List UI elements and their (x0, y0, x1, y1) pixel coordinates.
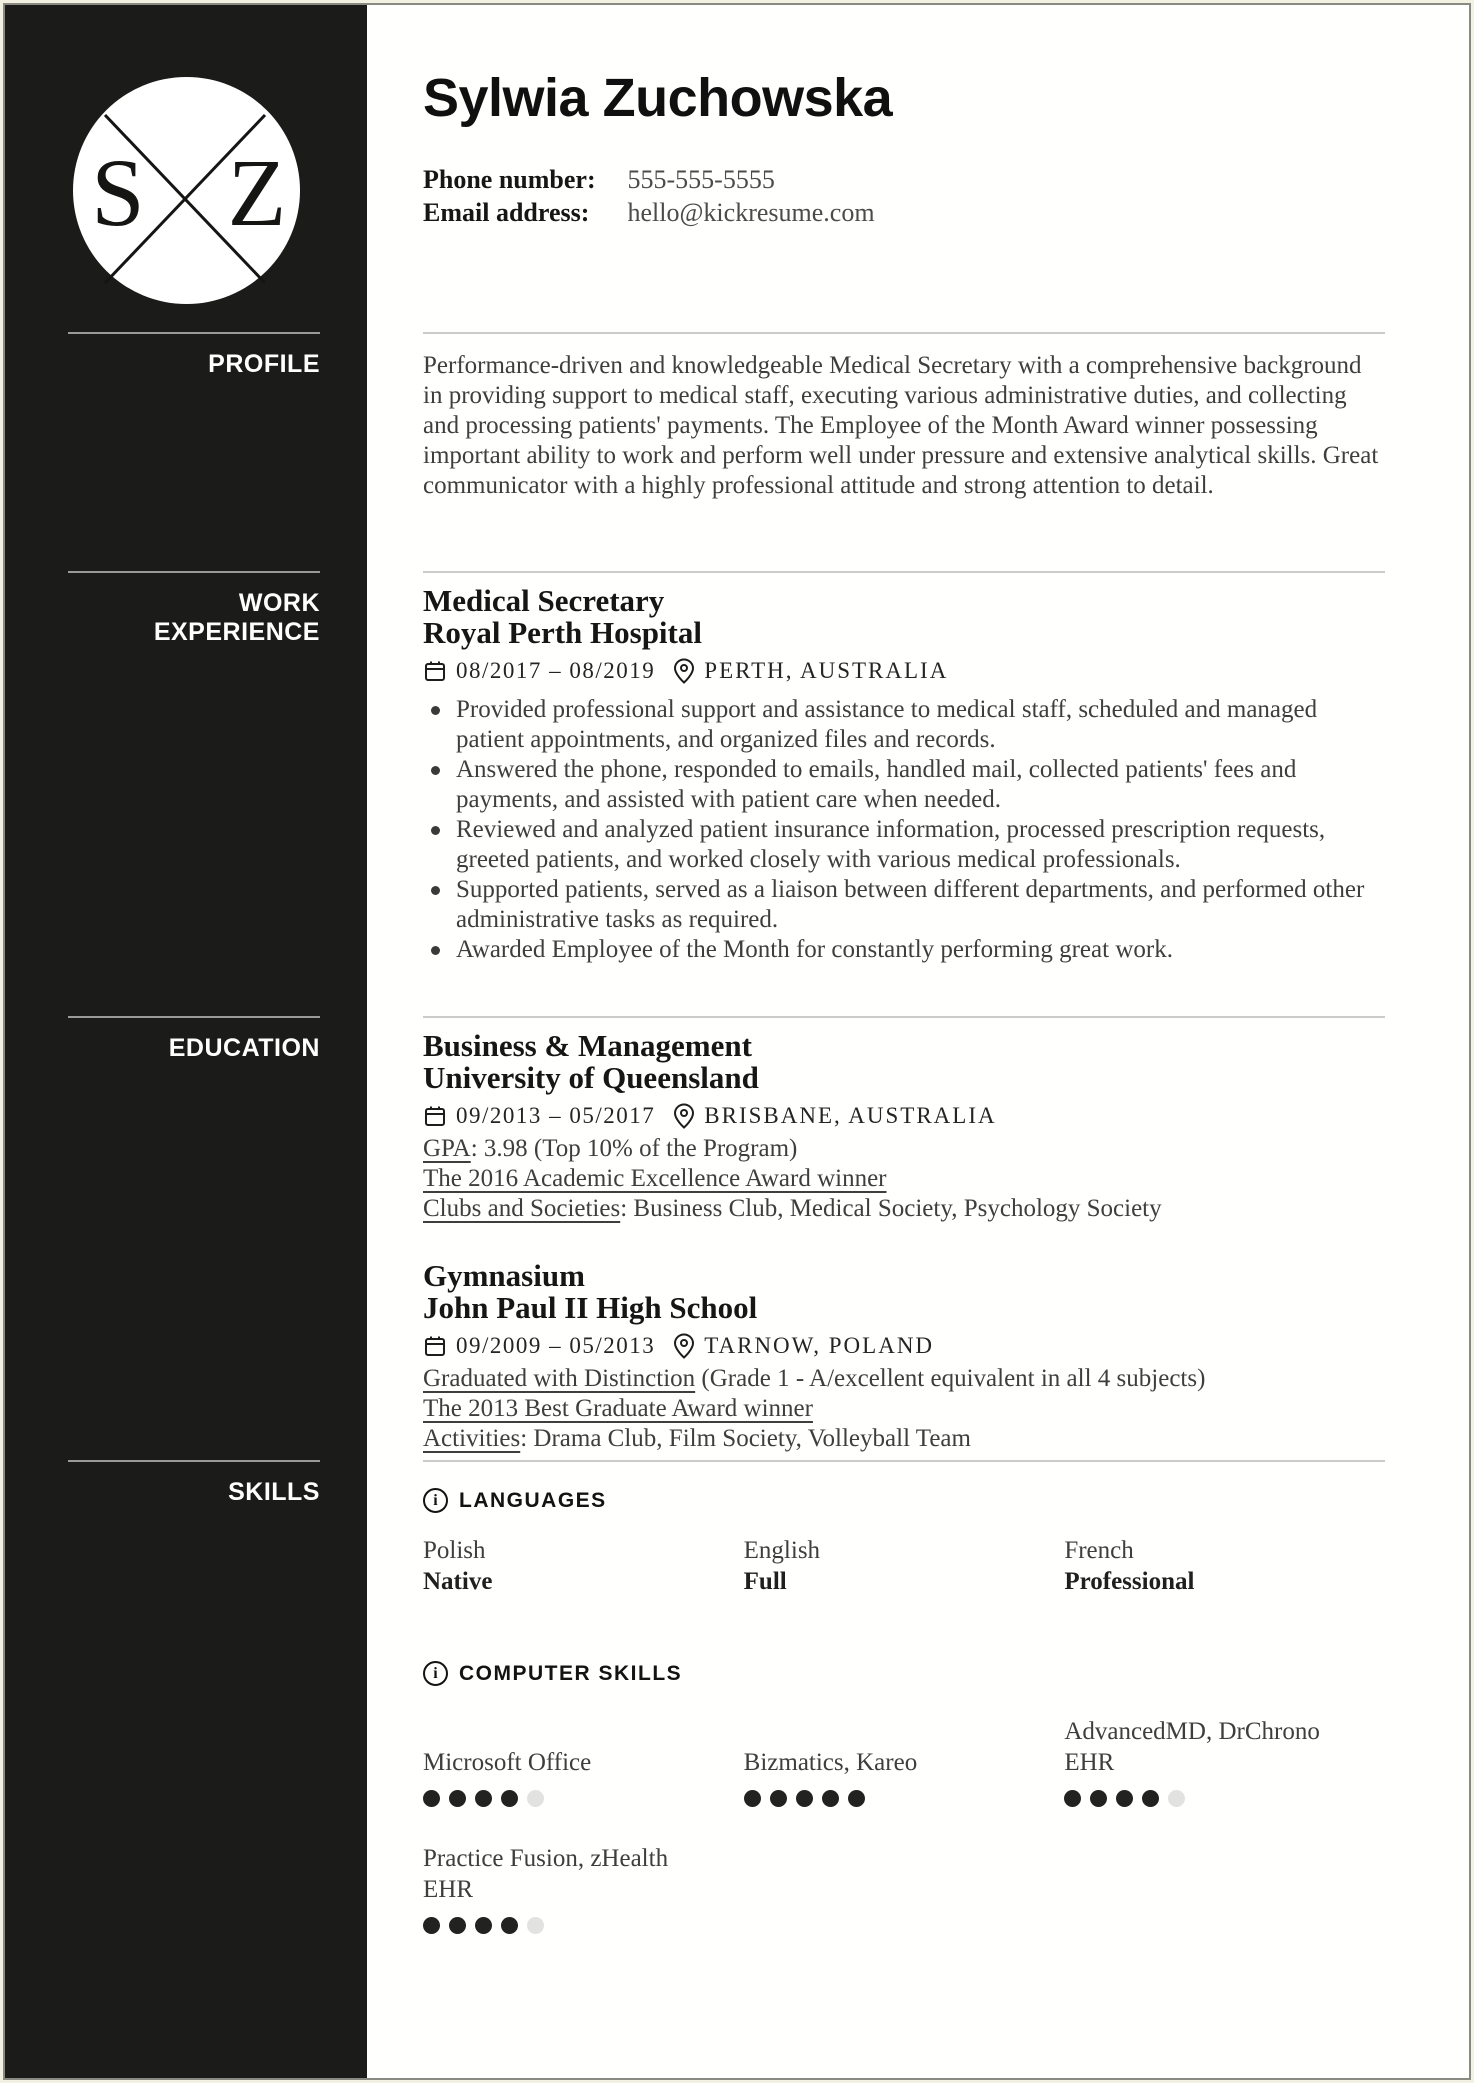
job-title: Medical Secretary (423, 583, 665, 618)
sidebar-section-label: WORK EXPERIENCE (153, 589, 320, 646)
rating-dot (449, 1917, 466, 1934)
skill-name: Practice Fusion, zHealth EHR (423, 1845, 669, 1903)
rating-dot (475, 1790, 492, 1807)
sidebar-divider (68, 332, 320, 334)
rating-dot (848, 1790, 865, 1807)
job-bullet: Awarded Employee of the Month for constantly performing great work. (423, 935, 1385, 965)
skill-name: Bizmatics, Kareo (743, 1749, 918, 1776)
computer-skill-item (1064, 1716, 1385, 1807)
sidebar-item-work-experience (5, 571, 367, 1016)
school-name: John Paul II High School (423, 1290, 758, 1325)
underlined-text: Graduated with Distinction (423, 1365, 696, 1392)
language-level: Full (743, 1568, 787, 1595)
education-location: TARNOW, POLAND (704, 1333, 935, 1358)
rating-dot (475, 1917, 492, 1934)
rating-dot (527, 1917, 544, 1934)
phone-value: 555-555-5555 (627, 165, 775, 194)
job-bullet: Supported patients, served as a liaison between different departments, and performed other administrative tasks as required. (423, 875, 1385, 935)
contact-block (423, 163, 1385, 229)
rating-dot (1116, 1790, 1133, 1807)
sidebar-divider (68, 571, 320, 573)
underlined-text: Activities (423, 1425, 521, 1452)
header-area (367, 5, 1469, 332)
job-bullet: Answered the phone, responded to emails, handled mail, collected patients' fees and payments, and assisted with patient care when needed. (423, 755, 1385, 815)
education-details (423, 1134, 1385, 1224)
logo-left-initial: S (90, 139, 145, 246)
language-item (744, 1535, 1065, 1597)
detail-text: : 3.98 (Top 10% of the Program) (470, 1135, 798, 1162)
skills-section (367, 1460, 1469, 2078)
resume-sheet (3, 3, 1471, 2080)
job-dates: 08/2017 – 08/2019 (456, 658, 656, 683)
job-bullet-list (423, 695, 1385, 965)
rating-dot (796, 1790, 813, 1807)
education-detail-line (423, 1424, 1385, 1454)
languages-grid (423, 1535, 1385, 1597)
rating-dot (744, 1790, 761, 1807)
rating-dot (423, 1917, 440, 1934)
language-name: Polish (423, 1537, 486, 1564)
skill-rating (1064, 1790, 1385, 1807)
sidebar-divider (68, 1460, 320, 1462)
section-divider (423, 1460, 1385, 1462)
rating-dot (449, 1790, 466, 1807)
person-name: Sylwia Zuchowska (423, 68, 893, 128)
job-location: PERTH, AUSTRALIA (704, 658, 949, 683)
language-level: Native (423, 1568, 493, 1595)
location-pin-icon (673, 1333, 695, 1359)
profile-section (367, 332, 1469, 571)
education-detail-line (423, 1394, 1385, 1424)
education-dates: 09/2009 – 05/2013 (456, 1333, 656, 1358)
skill-name: Microsoft Office (423, 1749, 592, 1776)
rating-dot (1064, 1790, 1081, 1807)
employer-name: Royal Perth Hospital (423, 615, 702, 650)
computer-skills-title: COMPUTER SKILLS (459, 1661, 683, 1685)
computer-skills-header (423, 1661, 1385, 1686)
skill-rating (744, 1790, 1065, 1807)
section-divider (423, 332, 1385, 334)
computer-skill-item (423, 1843, 744, 1934)
location-pin-icon (673, 1103, 695, 1129)
monogram-logo-icon (73, 77, 300, 304)
sidebar-item-skills (5, 1460, 367, 2078)
sidebar-section-label: SKILLS (228, 1478, 320, 1506)
job-bullet: Provided professional support and assistance to medical staff, scheduled and managed patient appointments, and organized files and records. (423, 695, 1385, 755)
rating-dot (1168, 1790, 1185, 1807)
profile-summary: Performance-driven and knowledgeable Medical Secretary with a comprehensive background in providing support to medical staff, executing various administrative duties, and collecting and processing patients' payments. The Employee of the Month Award winner possessing important ability to work and perform well under pressure and extensive analytical skills. Great communicator with a highly professional attitude and strong attention to detail. (423, 352, 1379, 499)
calendar-icon (423, 1334, 447, 1358)
sidebar-logo-area (5, 5, 367, 332)
job-bullet: Reviewed and analyzed patient insurance information, processed prescription requests, greeted patients, and worked closely with various medical professionals. (423, 815, 1385, 875)
education-detail-line (423, 1194, 1385, 1224)
rating-dot (501, 1917, 518, 1934)
sidebar-item-profile (5, 332, 367, 571)
skill-rating (423, 1790, 744, 1807)
education-entry (423, 1260, 1385, 1454)
location-pin-icon (673, 658, 695, 684)
resume-page (5, 5, 1469, 2078)
education-detail-line (423, 1164, 1385, 1194)
school-name: University of Queensland (423, 1060, 759, 1095)
language-item (423, 1535, 744, 1597)
sidebar-section-label: EDUCATION (168, 1034, 320, 1062)
email-row (423, 196, 1385, 229)
email-value: hello@kickresume.com (627, 198, 875, 227)
sidebar-item-education (5, 1016, 367, 1460)
computer-skill-item (423, 1747, 744, 1807)
education-section (367, 1016, 1469, 1460)
language-name: French (1064, 1537, 1134, 1564)
skill-rating (423, 1917, 744, 1934)
phone-row (423, 163, 1385, 196)
language-name: English (743, 1537, 821, 1564)
underlined-text: GPA (423, 1135, 471, 1162)
rating-dot (1090, 1790, 1107, 1807)
email-label: Email address: (423, 198, 590, 227)
detail-text: : Business Club, Medical Society, Psychology Society (620, 1195, 1162, 1222)
logo-right-initial: Z (227, 139, 286, 246)
rating-dot (822, 1790, 839, 1807)
job-meta-row (423, 656, 1385, 685)
info-icon: i (423, 1661, 448, 1686)
detail-text: : Drama Club, Film Society, Volleyball Team (520, 1425, 971, 1452)
skill-name: AdvancedMD, DrChrono EHR (1064, 1718, 1320, 1776)
detail-text: (Grade 1 - A/excellent equivalent in all 4 subjects) (695, 1365, 1206, 1392)
info-icon: i (423, 1488, 448, 1513)
computer-skills-grid (423, 1716, 1385, 1934)
language-item (1064, 1535, 1385, 1597)
education-meta-row (423, 1101, 1385, 1130)
degree-title: Gymnasium (423, 1258, 585, 1293)
work-experience-section (367, 571, 1469, 1016)
language-level: Professional (1064, 1568, 1195, 1595)
degree-title: Business & Management (423, 1028, 752, 1063)
underlined-text: The 2016 Academic Excellence Award winner (423, 1165, 887, 1192)
languages-title: LANGUAGES (459, 1488, 607, 1512)
sidebar-divider (68, 1016, 320, 1018)
rating-dot (770, 1790, 787, 1807)
education-detail-line (423, 1134, 1385, 1164)
rating-dot (527, 1790, 544, 1807)
computer-skill-item (744, 1747, 1065, 1807)
phone-label: Phone number: (423, 165, 596, 194)
education-dates: 09/2013 – 05/2017 (456, 1103, 656, 1128)
education-location: BRISBANE, AUSTRALIA (704, 1103, 997, 1128)
underlined-text: Clubs and Societies (423, 1195, 621, 1222)
languages-header (423, 1488, 1385, 1513)
calendar-icon (423, 1104, 447, 1128)
rating-dot (423, 1790, 440, 1807)
work-entry (423, 573, 1385, 965)
education-detail-line (423, 1364, 1385, 1394)
sidebar-section-label: PROFILE (208, 350, 320, 378)
rating-dot (1142, 1790, 1159, 1807)
calendar-icon (423, 659, 447, 683)
education-entry (423, 1018, 1385, 1224)
education-details (423, 1364, 1385, 1454)
education-meta-row (423, 1331, 1385, 1360)
rating-dot (501, 1790, 518, 1807)
underlined-text: The 2013 Best Graduate Award winner (423, 1395, 813, 1422)
